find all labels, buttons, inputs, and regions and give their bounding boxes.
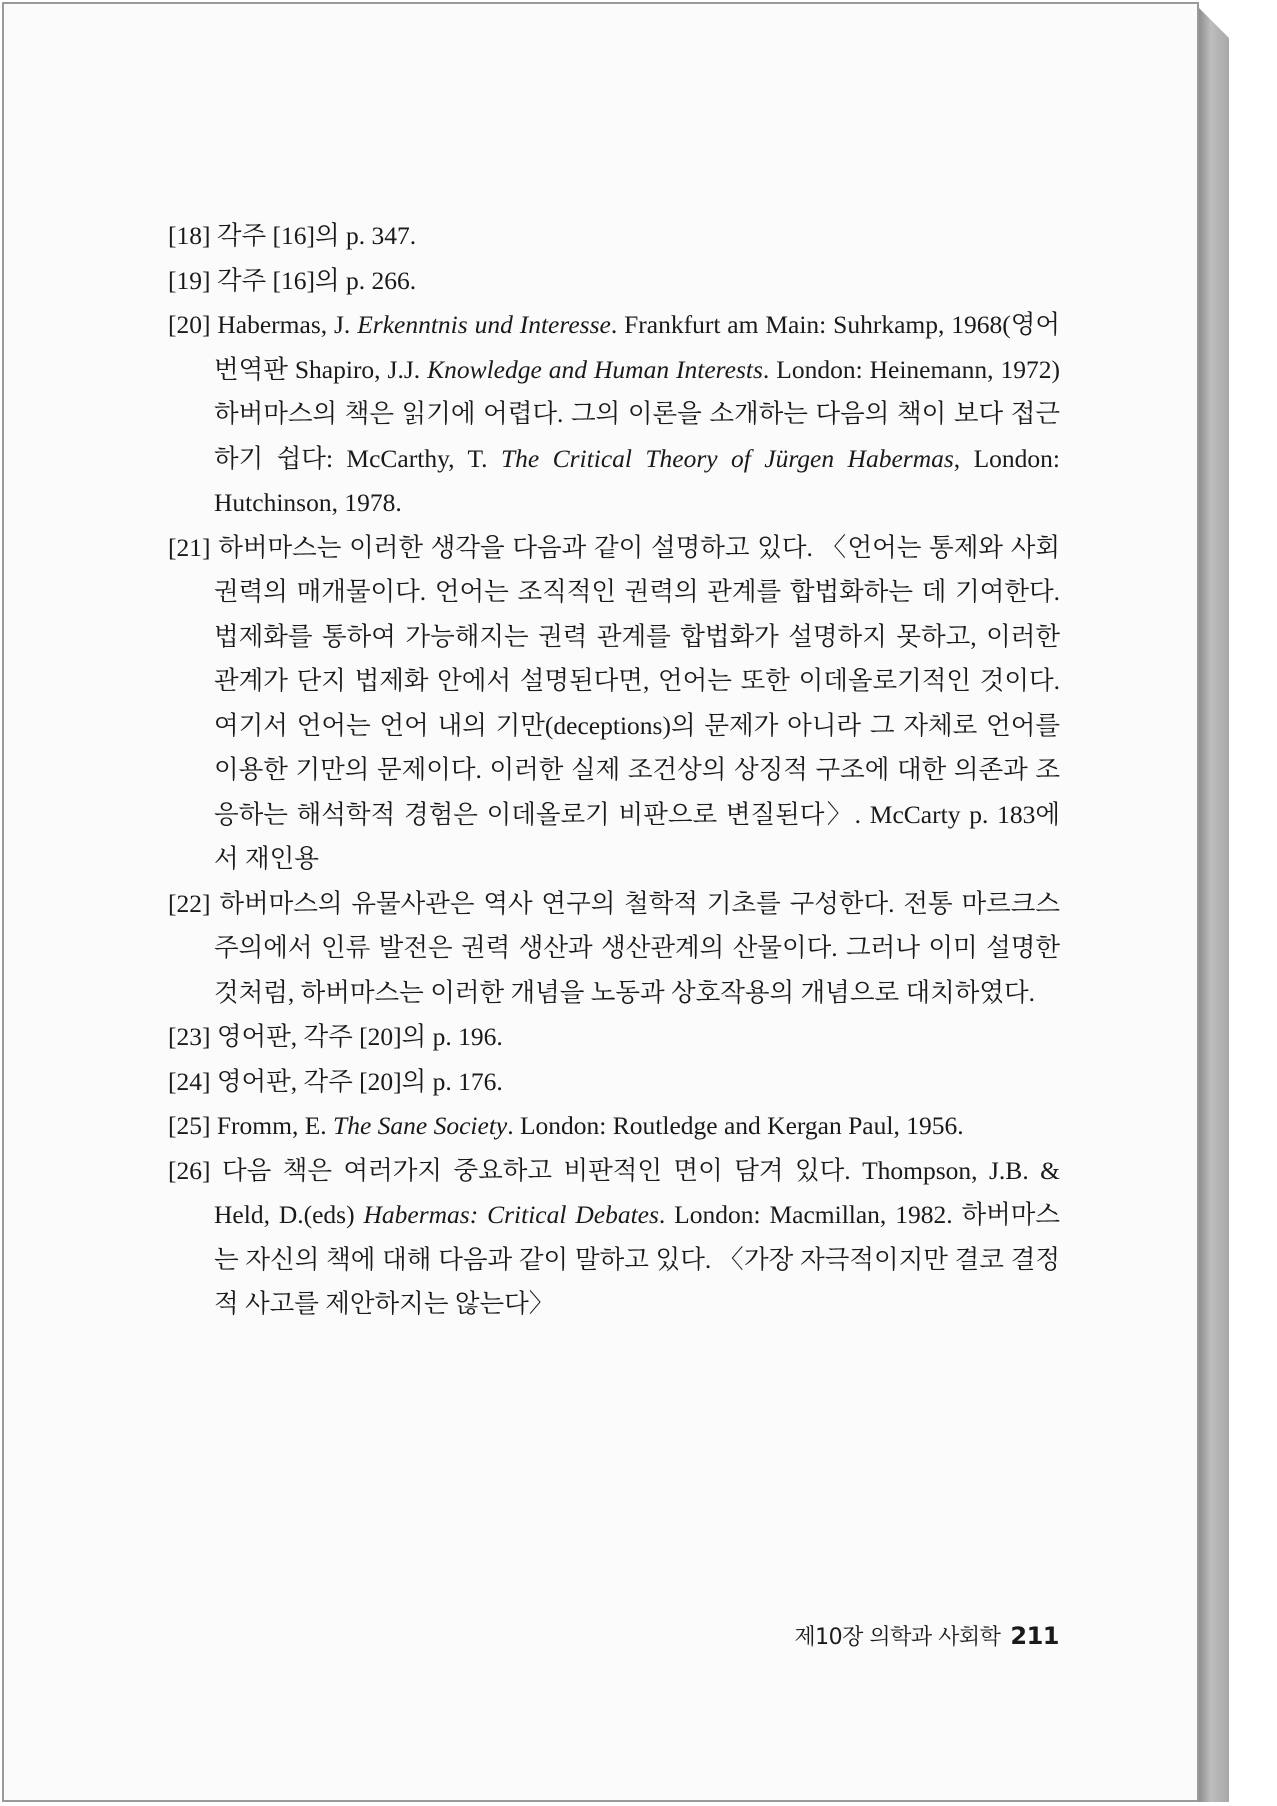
endnotes-list (168, 214, 1060, 1327)
endnote-text: 각주 [16]의 p. 347. (216, 221, 417, 250)
page-number: 211 (1010, 1622, 1059, 1650)
endnote-18 (168, 214, 1060, 259)
endnote-text: , London: Hutchinson, 1978. (214, 443, 1060, 517)
endnote-text: . London: Routledge and Kergan Paul, 1956. (507, 1111, 964, 1140)
page-edge-shadow (1199, 8, 1229, 1802)
endnote-text: . London: Heinemann, 1972) 하버마스의 책은 읽기에 어렵다. 그의 이론을 소개하는 다음의 책이 보다 접근하기 쉽다: McCarthy, T. (214, 354, 1060, 473)
endnote-19 (168, 259, 1060, 304)
endnote-20 (168, 303, 1060, 526)
endnote-text: 하버마스는 이러한 생각을 다음과 같이 설명하고 있다. 〈언어는 통제와 사회권력의 매개물이다. 언어는 조직적인 권력의 관계를 합법화하는 데 기여한다. 법제화를 통하여 가능해지는 권력 관계를 합법화가 설명하지 못하고, 이러한 관계가 단지 법제화 안에서 설명된다면, 언어는 또한 이데올로기적인 것이다. 여기서 언어는 언어 내의 기만(deceptions)의 문제가 아니라 그 자체로 언어를 이용한 기만의 문제이다. 이러한 실제 조건상의 상징적 구조에 대한 의존과 조응하는 해석학적 경험은 이데올로기 비판으로 변질된다〉. McCarty p. 183에서 재인용 (214, 532, 1060, 873)
endnote-23 (168, 1015, 1060, 1060)
endnote-26 (168, 1149, 1060, 1327)
endnote-text: 하버마스의 유물사관은 역사 연구의 철학적 기초를 구성한다. 전통 마르크스주의에서 인류 발전은 권력 생산과 생산관계의 산물이다. 그러나 이미 설명한 것처럼, 하버마스는 이러한 개념을 노동과 상호작용의 개념으로 대치하였다. (214, 888, 1061, 1007)
endnote-number: [21] (168, 532, 211, 562)
endnote-number: [23] (168, 1022, 211, 1051)
endnote-text: 영어판, 각주 [20]의 p. 176. (216, 1066, 503, 1096)
endnote-text: Fromm, E. (216, 1111, 334, 1140)
endnote-text: . Frankfurt am Main: Suhrkamp, 1968(영어 번역판 Shapiro, J.J. (214, 310, 1060, 384)
endnote-text: Habermas, J. (217, 310, 358, 339)
endnote-25 (168, 1104, 1060, 1149)
endnote-24 (168, 1060, 1060, 1105)
endnote-text: 다음 책은 여러가지 중요하고 비판적인 면이 담겨 있다. Thompson, J.B. & Held, D.(eds) (214, 1155, 1061, 1229)
endnote-number: [25] (168, 1111, 211, 1140)
endnote-number: [18] (168, 221, 211, 250)
endnote-22 (168, 882, 1060, 1016)
book-title: Knowledge and Human Interests (427, 354, 763, 384)
endnote-number: [19] (168, 265, 211, 295)
endnote-number: [20] (168, 310, 211, 339)
endnote-text: . London: Macmillan, 1982. 하버마스는 자신의 책에 대해 다음과 같이 말하고 있다. 〈가장 자극적이지만 결코 결정적 사고를 제안하지는 않는다〉 (214, 1200, 1060, 1318)
endnote-21 (168, 526, 1060, 882)
book-title: Habermas: Critical Debates (363, 1200, 659, 1229)
endnote-text: 영어판, 각주 [20]의 p. 196. (216, 1022, 503, 1051)
book-title: The Critical Theory of Jürgen Habermas (500, 443, 954, 473)
chapter-title: 제10장 의학과 사회학 (794, 1625, 1001, 1650)
running-footer (794, 1620, 1059, 1651)
endnote-number: [26] (168, 1155, 211, 1185)
book-title: The Sane Society (333, 1111, 508, 1140)
endnote-number: [24] (168, 1066, 211, 1096)
book-title: Erkenntnis und Interesse (357, 310, 611, 339)
endnote-text: 각주 [16]의 p. 266. (216, 265, 417, 295)
endnote-number: [22] (168, 888, 211, 918)
